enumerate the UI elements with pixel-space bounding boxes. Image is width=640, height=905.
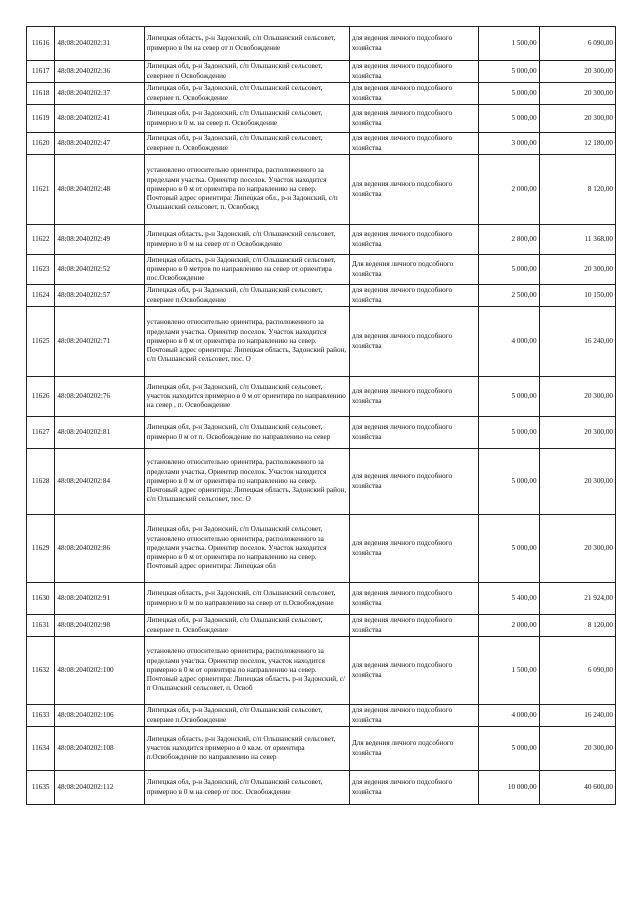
cadastral-number: 48:08:2040202:91 [55, 583, 144, 615]
row-number: 11631 [27, 615, 55, 637]
row-number: 11622 [27, 225, 55, 255]
cadastral-value: 20 300,00 [539, 83, 615, 105]
plot-address: установлено относительно ориентира, расположенного за пределами участка. Ориентир поселок. Участок находится примерно в 0 м от ориентира по направлению на север. Почтовый адрес ориентира: Липецкая обл., р-н Задонский, с/п Ольшанский сельсовет, п. Освобожд [144, 155, 349, 225]
cadastral-value: 21 924,00 [539, 583, 615, 615]
table-row [27, 105, 616, 133]
cadastral-number: 48:08:2040202:76 [55, 377, 144, 417]
plot-address: Липецкая область, р-н Задонский, с/п Ольшанский сельсовет, примерно в 0 м на север от п Освобождение [144, 225, 349, 255]
cadastral-number: 48:08:2040202:81 [55, 417, 144, 449]
table-row [27, 307, 616, 377]
cadastral-number: 48:08:2040202:31 [55, 27, 144, 61]
cadastral-number: 48:08:2040202:98 [55, 615, 144, 637]
row-number: 11625 [27, 307, 55, 377]
permitted-use: для ведения личного подсобного хозяйства [349, 61, 478, 83]
table-row [27, 583, 616, 615]
cadastral-value: 8 120,00 [539, 615, 615, 637]
plot-address: Липецкая обл, р-н Задонский, с/п Ольшанский сельсовет, севернее п. Освобождение [144, 133, 349, 155]
permitted-use: для ведения личного подсобного хозяйства [349, 377, 478, 417]
cadastral-value: 16 240,00 [539, 307, 615, 377]
row-number: 11620 [27, 133, 55, 155]
cadastral-number: 48:08:2040202:86 [55, 515, 144, 583]
plot-address: Липецкая область, р-н Задонский, с/п Ольшанский сельсовет, участок находится примерно в 0 кв.м. от ориентира п.Освобождение по направлению на север [144, 727, 349, 771]
row-number: 11618 [27, 83, 55, 105]
permitted-use: для ведения личного подсобного хозяйства [349, 155, 478, 225]
plot-address: установлено относительно ориентира, расположенного за пределами участка. Ориентир поселок. Участок находится примерно в 0 м от ориентира по направлению на север. Почтовый адрес ориентира: Липецкая область, Задонский район, с/п Ольшанский сельсовет, пос. О [144, 307, 349, 377]
permitted-use: для ведения личного подсобного хозяйства [349, 105, 478, 133]
row-number: 11619 [27, 105, 55, 133]
row-number: 11621 [27, 155, 55, 225]
plot-area: 5 000,00 [478, 377, 539, 417]
table-row [27, 377, 616, 417]
plot-address: Липецкая обл, р-н Задонский, с/п Ольшанский сельсовет, примерно в 0 м на север от пос. Освобождение [144, 771, 349, 805]
plot-address: Липецкая обл, р-н Задонский, с/п Ольшанский сельсовет, севернее п.Освобождение [144, 285, 349, 307]
cadastral-value: 20 300,00 [539, 105, 615, 133]
permitted-use: для ведения личного подсобного хозяйства [349, 449, 478, 515]
permitted-use: Для ведения личного подсобного хозяйства [349, 255, 478, 285]
plot-area: 4 000,00 [478, 705, 539, 727]
cadastral-number: 48:08:2040202:41 [55, 105, 144, 133]
plot-address: Липецкая обл, р-н Задонский, с/п Ольшанский сельсовет, севернее п. Освобождение [144, 83, 349, 105]
permitted-use: для ведения личного подсобного хозяйства [349, 27, 478, 61]
cadastral-number: 48:08:2040202:37 [55, 83, 144, 105]
plot-address: Липецкая обл, р-н Задонский, с/п Ольшанский сельсовет, севернее п Освобождение [144, 61, 349, 83]
plot-address: Липецкая обл, р-н Задонский, с/п Ольшанский сельсовет, примерно в 0 м. на север п. Освобождение [144, 105, 349, 133]
row-number: 11627 [27, 417, 55, 449]
table-row [27, 771, 616, 805]
cadastral-number: 48:08:2040202:49 [55, 225, 144, 255]
cadastral-value: 20 300,00 [539, 727, 615, 771]
table-row [27, 61, 616, 83]
cadastral-number: 48:08:2040202:52 [55, 255, 144, 285]
cadastral-value: 20 300,00 [539, 417, 615, 449]
cadastral-number: 48:08:2040202:36 [55, 61, 144, 83]
table-row [27, 515, 616, 583]
cadastral-value: 12 180,00 [539, 133, 615, 155]
cadastral-value: 20 300,00 [539, 515, 615, 583]
table-row [27, 155, 616, 225]
plot-area: 10 000,00 [478, 771, 539, 805]
permitted-use: для ведения личного подсобного хозяйства [349, 637, 478, 705]
cadastral-number: 48:08:2040202:106 [55, 705, 144, 727]
table-row [27, 285, 616, 307]
plot-area: 5 000,00 [478, 255, 539, 285]
table-row [27, 225, 616, 255]
plot-area: 5 000,00 [478, 105, 539, 133]
plot-area: 5 000,00 [478, 61, 539, 83]
plot-area: 2 000,00 [478, 155, 539, 225]
row-number: 11632 [27, 637, 55, 705]
row-number: 11633 [27, 705, 55, 727]
plot-address: Липецкая область, р-н Задонский, с/п Ольшанский сельсовет, примерно в 0м на север от п Освобождение [144, 27, 349, 61]
plot-address: Липецкая область, р-н Задонский, с/п Ольшанский сельсовет, примерно в 0 м по направлению на север от п.Освобождение [144, 583, 349, 615]
cadastral-value: 6 090,00 [539, 27, 615, 61]
cadastral-value: 8 120,00 [539, 155, 615, 225]
permitted-use: для ведения личного подсобного хозяйства [349, 705, 478, 727]
land-plot-table [26, 26, 616, 805]
table-row [27, 255, 616, 285]
plot-area: 1 500,00 [478, 637, 539, 705]
cadastral-number: 48:08:2040202:108 [55, 727, 144, 771]
row-number: 11616 [27, 27, 55, 61]
row-number: 11624 [27, 285, 55, 307]
permitted-use: Для ведения личного подсобного хозяйства [349, 727, 478, 771]
table-row [27, 133, 616, 155]
row-number: 11629 [27, 515, 55, 583]
permitted-use: для ведения личного подсобного хозяйства [349, 417, 478, 449]
table-row [27, 83, 616, 105]
plot-area: 1 500,00 [478, 27, 539, 61]
row-number: 11623 [27, 255, 55, 285]
row-number: 11628 [27, 449, 55, 515]
table-row [27, 705, 616, 727]
permitted-use: для ведения личного подсобного хозяйства [349, 515, 478, 583]
plot-area: 2 800,00 [478, 225, 539, 255]
plot-address: Липецкая обл, р-н Задонский, с/п Ольшанский сельсовет, примерно 0 м от п. Освобождение по направлению на север [144, 417, 349, 449]
plot-address: Липецкая обл, р-н Задонский, с/п Ольшанский сельсовет, участок находится примерно в 0 м от ориентира по направлению на север , п. Освобождение [144, 377, 349, 417]
permitted-use: для ведения личного подсобного хозяйства [349, 225, 478, 255]
cadastral-number: 48:08:2040202:84 [55, 449, 144, 515]
row-number: 11634 [27, 727, 55, 771]
cadastral-number: 48:08:2040202:57 [55, 285, 144, 307]
plot-address: Липецкая обл, р-н Задонский, с/п Ольшанский сельсовет, севернее п. Освобождение [144, 615, 349, 637]
plot-area: 2 500,00 [478, 285, 539, 307]
cadastral-value: 20 300,00 [539, 449, 615, 515]
cadastral-value: 20 300,00 [539, 255, 615, 285]
cadastral-value: 20 300,00 [539, 61, 615, 83]
table-row [27, 637, 616, 705]
plot-area: 5 000,00 [478, 515, 539, 583]
plot-area: 5 000,00 [478, 417, 539, 449]
plot-address: Липецкая обл, р-н Задонский, с/п Ольшанский сельсовет, установлено относительно ориентира, расположенного за пределами участка. Ориентир поселок. Участок находится примерно в 0 м от ориентира по направлению на север. Почтовый адрес ориентира: Липецкая обл [144, 515, 349, 583]
table-row [27, 449, 616, 515]
plot-address: Липецкая область, р-н Задонский, с/п Ольшанский сельсовет, примерно в 0 метров по направлению на север от ориентира пос.Освобождение [144, 255, 349, 285]
cadastral-number: 48:08:2040202:71 [55, 307, 144, 377]
cadastral-value: 6 090,00 [539, 637, 615, 705]
cadastral-value: 10 150,00 [539, 285, 615, 307]
row-number: 11635 [27, 771, 55, 805]
cadastral-value: 20 300,00 [539, 377, 615, 417]
plot-area: 4 000,00 [478, 307, 539, 377]
table-row [27, 727, 616, 771]
permitted-use: для ведения личного подсобного хозяйства [349, 83, 478, 105]
cadastral-value: 11 368,00 [539, 225, 615, 255]
row-number: 11630 [27, 583, 55, 615]
plot-area: 5 000,00 [478, 727, 539, 771]
permitted-use: для ведения личного подсобного хозяйства [349, 615, 478, 637]
table-row [27, 27, 616, 61]
row-number: 11626 [27, 377, 55, 417]
plot-address: Липецкая обл, р-н Задонский, с/п Ольшанский сельсовет, севернее п.Освобождение [144, 705, 349, 727]
plot-area: 5 000,00 [478, 83, 539, 105]
table-row [27, 417, 616, 449]
plot-area: 2 000,00 [478, 615, 539, 637]
table-body [27, 27, 616, 805]
cadastral-number: 48:08:2040202:47 [55, 133, 144, 155]
row-number: 11617 [27, 61, 55, 83]
cadastral-value: 40 600,00 [539, 771, 615, 805]
cadastral-number: 48:08:2040202:48 [55, 155, 144, 225]
plot-address: установлено относительно ориентира, расположенного за пределами участка. Ориентир поселок, участок находится примерно в 0 м от ориентира по направлению на север. Почтовый адрес ориентира: Липецкая область, р-н Задонский, с/п Ольшанский сельсовет, п. Освоб [144, 637, 349, 705]
plot-area: 3 000,00 [478, 133, 539, 155]
plot-area: 5 000,00 [478, 449, 539, 515]
permitted-use: для ведения личного подсобного хозяйства [349, 285, 478, 307]
permitted-use: для ведения личного подсобного хозяйства [349, 771, 478, 805]
cadastral-number: 48:08:2040202:112 [55, 771, 144, 805]
cadastral-value: 16 240,00 [539, 705, 615, 727]
permitted-use: для ведения личного подсобного хозяйства [349, 133, 478, 155]
permitted-use: для ведения личного подсобного хозяйства [349, 307, 478, 377]
plot-address: установлено относительно ориентира, расположенного за пределами участка. Ориентир поселок. Участок находится примерно в 0 м от ориентира по направлению на север. Почтовый адрес ориентира: Липецкая область, Задонский район, с/п Ольшанский сельсовет, пос. О [144, 449, 349, 515]
permitted-use: для ведения личного подсобного хозяйства [349, 583, 478, 615]
table-row [27, 615, 616, 637]
plot-area: 5 400,00 [478, 583, 539, 615]
cadastral-number: 48:08:2040202:100 [55, 637, 144, 705]
